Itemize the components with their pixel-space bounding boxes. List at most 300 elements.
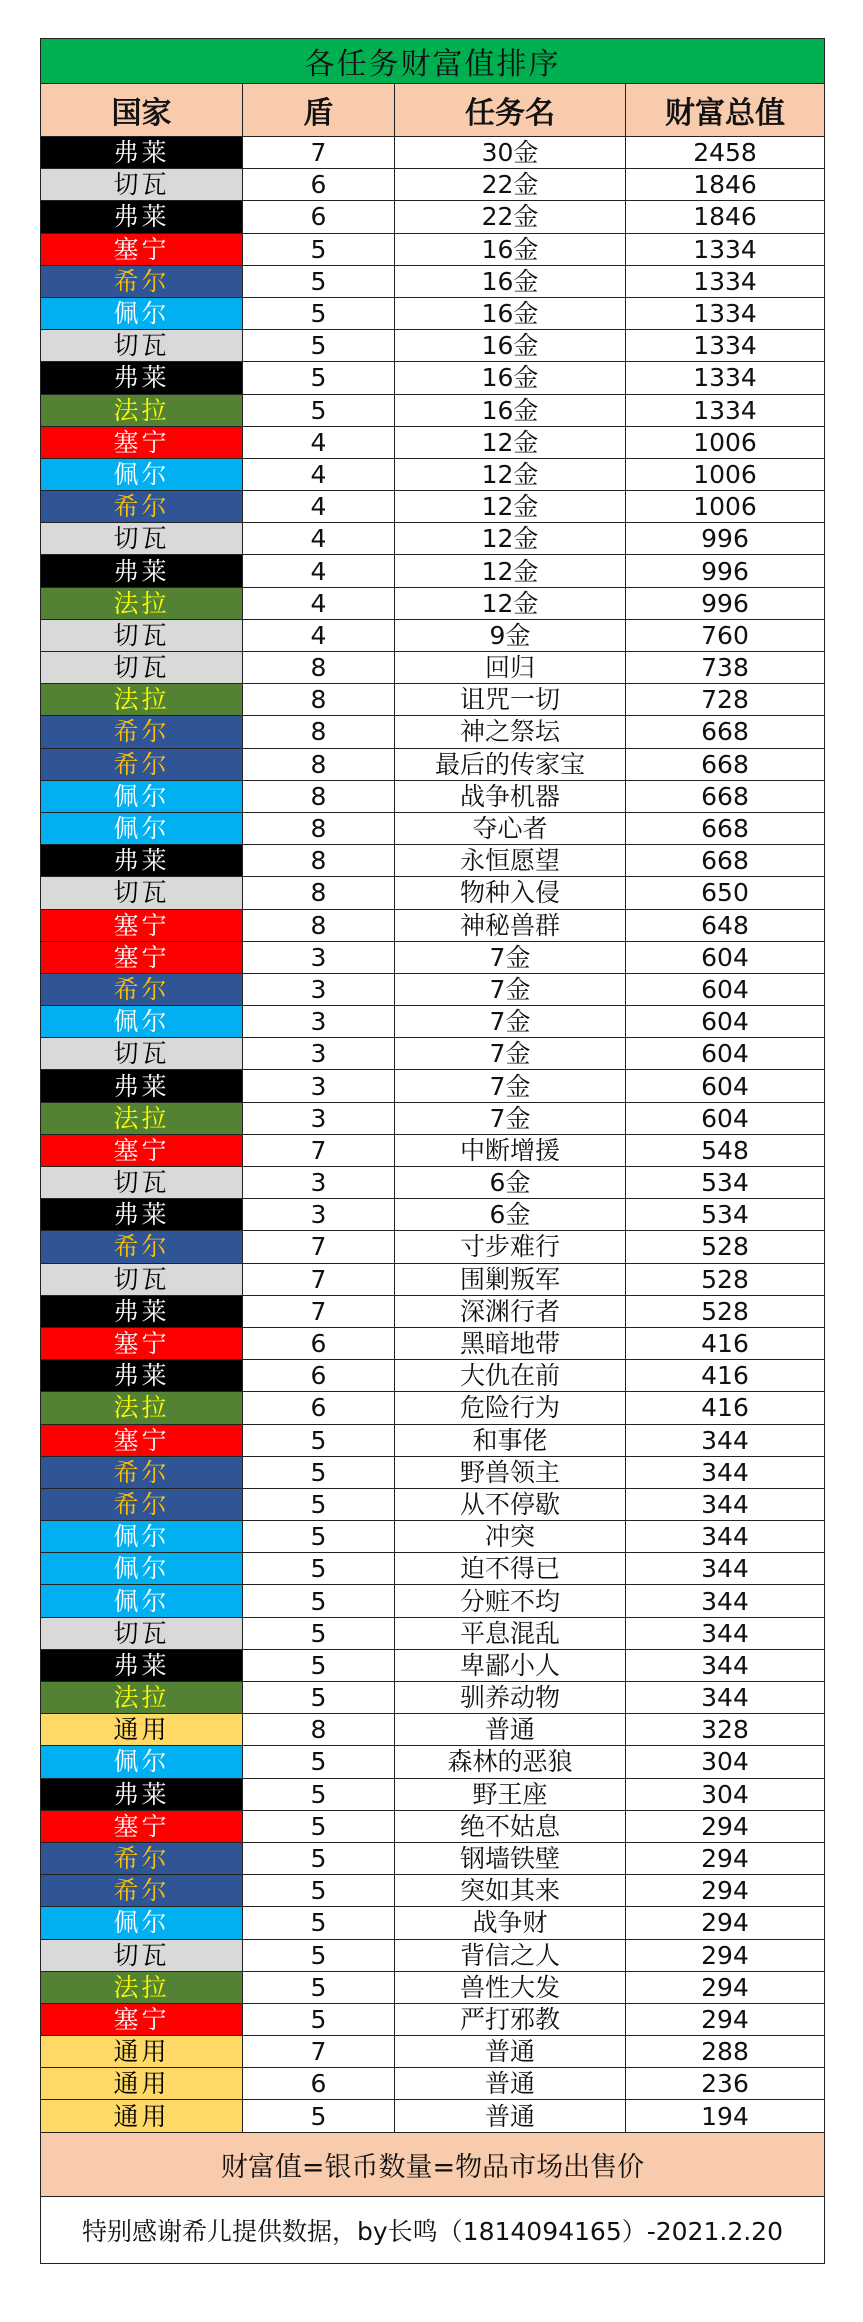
wealth-cell: 996 [626,523,825,555]
wealth-cell: 344 [626,1585,825,1617]
nation-cell: 希尔 [41,1875,243,1907]
nation-cell: 切瓦 [41,523,243,555]
shield-cell: 8 [243,877,395,909]
mission-cell: 绝不姑息 [395,1810,626,1842]
mission-cell: 16金 [395,394,626,426]
mission-cell: 夺心者 [395,812,626,844]
table-row [41,748,825,780]
mission-cell: 大仇在前 [395,1360,626,1392]
mission-cell: 围剿叛军 [395,1263,626,1295]
table-row [41,1971,825,2003]
mission-cell: 回归 [395,652,626,684]
wealth-cell: 1846 [626,201,825,233]
shield-cell: 5 [243,1521,395,1553]
nation-cell: 切瓦 [41,619,243,651]
table-row [41,780,825,812]
shield-cell: 4 [243,555,395,587]
shield-cell: 5 [243,297,395,329]
table-row [41,652,825,684]
mission-cell: 12金 [395,587,626,619]
nation-cell: 佩尔 [41,1585,243,1617]
shield-cell: 5 [243,330,395,362]
shield-cell: 5 [243,2100,395,2132]
nation-cell: 佩尔 [41,1553,243,1585]
nation-cell: 弗莱 [41,1778,243,1810]
shield-cell: 3 [243,1199,395,1231]
table-row [41,1424,825,1456]
table-row [41,812,825,844]
nation-cell: 塞宁 [41,233,243,265]
nation-cell: 法拉 [41,1682,243,1714]
table-row [41,1521,825,1553]
nation-cell: 塞宁 [41,1327,243,1359]
table-row [41,716,825,748]
shield-cell: 6 [243,1392,395,1424]
nation-cell: 法拉 [41,1971,243,2003]
nation-cell: 弗莱 [41,137,243,169]
nation-cell: 塞宁 [41,909,243,941]
nation-cell: 希尔 [41,1488,243,1520]
nation-cell: 佩尔 [41,1907,243,1939]
wealth-cell: 294 [626,1907,825,1939]
wealth-cell: 528 [626,1263,825,1295]
table-row [41,137,825,169]
nation-cell: 弗莱 [41,201,243,233]
shield-cell: 5 [243,1971,395,2003]
table-row [41,330,825,362]
table-row [41,1070,825,1102]
wealth-cell: 344 [626,1488,825,1520]
shield-cell: 5 [243,362,395,394]
mission-cell: 危险行为 [395,1392,626,1424]
shield-cell: 5 [243,1842,395,1874]
shield-cell: 7 [243,137,395,169]
wealth-cell: 604 [626,1070,825,1102]
table-row [41,169,825,201]
wealth-ranking-table [40,38,825,2264]
wealth-cell: 668 [626,716,825,748]
table-row [41,587,825,619]
shield-cell: 5 [243,233,395,265]
nation-cell: 切瓦 [41,1939,243,1971]
wealth-cell: 416 [626,1360,825,1392]
mission-cell: 7金 [395,973,626,1005]
shield-cell: 8 [243,780,395,812]
mission-cell: 22金 [395,169,626,201]
mission-cell: 16金 [395,265,626,297]
table-row [41,619,825,651]
mission-cell: 钢墙铁壁 [395,1842,626,1874]
nation-cell: 通用 [41,2100,243,2132]
mission-cell: 7金 [395,1038,626,1070]
nation-cell: 通用 [41,2036,243,2068]
table-row [41,1134,825,1166]
mission-cell: 12金 [395,491,626,523]
nation-cell: 佩尔 [41,297,243,329]
shield-cell: 6 [243,2068,395,2100]
table-row [41,1006,825,1038]
wealth-cell: 236 [626,2068,825,2100]
wealth-cell: 1334 [626,297,825,329]
shield-cell: 4 [243,587,395,619]
column-header-wealth: 财富总值 [626,84,825,137]
nation-cell: 切瓦 [41,1263,243,1295]
table-row [41,2068,825,2100]
column-header-shield: 盾 [243,84,395,137]
mission-cell: 突如其来 [395,1875,626,1907]
table-row [41,1360,825,1392]
wealth-cell: 294 [626,1971,825,2003]
wealth-cell: 1006 [626,426,825,458]
wealth-cell: 344 [626,1682,825,1714]
wealth-cell: 304 [626,1778,825,1810]
nation-cell: 塞宁 [41,426,243,458]
table-row [41,394,825,426]
wealth-cell: 996 [626,555,825,587]
table-row [41,523,825,555]
shield-cell: 5 [243,1875,395,1907]
nation-cell: 法拉 [41,394,243,426]
shield-cell: 6 [243,201,395,233]
nation-cell: 切瓦 [41,877,243,909]
table-row [41,1263,825,1295]
credit-line: 特别感谢希儿提供数据，by长鸣（1814094165）-2021.2.20 [41,2196,825,2263]
shield-cell: 8 [243,909,395,941]
nation-cell: 希尔 [41,491,243,523]
nation-cell: 佩尔 [41,812,243,844]
table-row [41,233,825,265]
nation-cell: 法拉 [41,1102,243,1134]
shield-cell: 5 [243,1456,395,1488]
wealth-cell: 604 [626,1102,825,1134]
wealth-cell: 344 [626,1424,825,1456]
mission-cell: 普通 [395,2068,626,2100]
nation-cell: 弗莱 [41,1295,243,1327]
wealth-cell: 344 [626,1521,825,1553]
mission-cell: 7金 [395,1070,626,1102]
mission-cell: 战争财 [395,1907,626,1939]
wealth-cell: 328 [626,1714,825,1746]
wealth-cell: 648 [626,909,825,941]
mission-cell: 诅咒一切 [395,684,626,716]
wealth-cell: 604 [626,1038,825,1070]
shield-cell: 5 [243,1907,395,1939]
wealth-cell: 528 [626,1295,825,1327]
nation-cell: 弗莱 [41,1360,243,1392]
shield-cell: 7 [243,2036,395,2068]
wealth-cell: 604 [626,1006,825,1038]
table-row [41,265,825,297]
shield-cell: 3 [243,1006,395,1038]
table-row [41,1167,825,1199]
nation-cell: 希尔 [41,716,243,748]
table-row [41,1746,825,1778]
table-row [41,201,825,233]
shield-cell: 7 [243,1134,395,1166]
table-row [41,941,825,973]
nation-cell: 希尔 [41,1842,243,1874]
mission-cell: 12金 [395,426,626,458]
shield-cell: 8 [243,652,395,684]
table-row [41,845,825,877]
shield-cell: 8 [243,845,395,877]
nation-cell: 切瓦 [41,652,243,684]
mission-cell: 普通 [395,2036,626,2068]
table-row [41,1810,825,1842]
wealth-cell: 416 [626,1392,825,1424]
nation-cell: 弗莱 [41,362,243,394]
nation-cell: 塞宁 [41,941,243,973]
nation-cell: 切瓦 [41,169,243,201]
nation-cell: 法拉 [41,684,243,716]
mission-cell: 16金 [395,233,626,265]
shield-cell: 6 [243,1327,395,1359]
table-row [41,1682,825,1714]
mission-cell: 深渊行者 [395,1295,626,1327]
mission-cell: 物种入侵 [395,877,626,909]
table-row [41,1392,825,1424]
table-body [41,137,825,2133]
shield-cell: 3 [243,973,395,1005]
wealth-cell: 294 [626,1810,825,1842]
nation-cell: 切瓦 [41,1617,243,1649]
table-row [41,426,825,458]
table-row [41,684,825,716]
shield-cell: 7 [243,1231,395,1263]
wealth-ranking-sheet [40,38,824,2264]
shield-cell: 4 [243,491,395,523]
shield-cell: 4 [243,619,395,651]
wealth-cell: 194 [626,2100,825,2132]
shield-cell: 5 [243,394,395,426]
wealth-cell: 534 [626,1167,825,1199]
wealth-cell: 294 [626,1875,825,1907]
nation-cell: 希尔 [41,265,243,297]
nation-cell: 佩尔 [41,780,243,812]
nation-cell: 弗莱 [41,1070,243,1102]
wealth-cell: 344 [626,1617,825,1649]
mission-cell: 普通 [395,1714,626,1746]
table-row [41,555,825,587]
table-row [41,1038,825,1070]
mission-cell: 22金 [395,201,626,233]
mission-cell: 16金 [395,362,626,394]
mission-cell: 森林的恶狼 [395,1746,626,1778]
wealth-definition-note: 财富值=银币数量=物品市场出售价 [41,2132,825,2196]
shield-cell: 8 [243,748,395,780]
nation-cell: 希尔 [41,1456,243,1488]
table-title: 各任务财富值排序 [41,39,825,84]
shield-cell: 5 [243,1649,395,1681]
shield-cell: 5 [243,1682,395,1714]
table-row [41,2003,825,2035]
mission-cell: 9金 [395,619,626,651]
table-row [41,1585,825,1617]
mission-cell: 和事佬 [395,1424,626,1456]
shield-cell: 3 [243,1167,395,1199]
shield-cell: 8 [243,1714,395,1746]
mission-cell: 16金 [395,330,626,362]
mission-cell: 中断增援 [395,1134,626,1166]
nation-cell: 希尔 [41,973,243,1005]
shield-cell: 5 [243,1746,395,1778]
table-row [41,909,825,941]
nation-cell: 塞宁 [41,1810,243,1842]
wealth-cell: 668 [626,748,825,780]
table-row [41,1231,825,1263]
mission-cell: 平息混乱 [395,1617,626,1649]
mission-cell: 7金 [395,941,626,973]
nation-cell: 法拉 [41,587,243,619]
table-row [41,1295,825,1327]
wealth-cell: 288 [626,2036,825,2068]
mission-cell: 12金 [395,523,626,555]
mission-cell: 分赃不均 [395,1585,626,1617]
shield-cell: 8 [243,716,395,748]
wealth-cell: 1846 [626,169,825,201]
table-row [41,1617,825,1649]
wealth-cell: 668 [626,845,825,877]
wealth-cell: 1334 [626,265,825,297]
shield-cell: 3 [243,941,395,973]
mission-cell: 兽性大发 [395,1971,626,2003]
shield-cell: 5 [243,1488,395,1520]
shield-cell: 7 [243,1295,395,1327]
table-row [41,1778,825,1810]
nation-cell: 佩尔 [41,1746,243,1778]
wealth-cell: 1334 [626,362,825,394]
table-row [41,1488,825,1520]
mission-cell: 6金 [395,1167,626,1199]
mission-cell: 7金 [395,1102,626,1134]
shield-cell: 5 [243,1424,395,1456]
mission-cell: 12金 [395,555,626,587]
wealth-cell: 1334 [626,233,825,265]
nation-cell: 希尔 [41,748,243,780]
shield-cell: 3 [243,1038,395,1070]
mission-cell: 严打邪教 [395,2003,626,2035]
shield-cell: 5 [243,2003,395,2035]
nation-cell: 塞宁 [41,1424,243,1456]
mission-cell: 黑暗地带 [395,1327,626,1359]
mission-cell: 7金 [395,1006,626,1038]
wealth-cell: 548 [626,1134,825,1166]
wealth-cell: 1334 [626,330,825,362]
table-row [41,1875,825,1907]
mission-cell: 寸步难行 [395,1231,626,1263]
table-row [41,1714,825,1746]
wealth-cell: 996 [626,587,825,619]
mission-cell: 背信之人 [395,1939,626,1971]
mission-cell: 永恒愿望 [395,845,626,877]
wealth-cell: 668 [626,812,825,844]
nation-cell: 塞宁 [41,2003,243,2035]
mission-cell: 迫不得已 [395,1553,626,1585]
mission-cell: 战争机器 [395,780,626,812]
nation-cell: 佩尔 [41,458,243,490]
mission-cell: 普通 [395,2100,626,2132]
wealth-cell: 416 [626,1327,825,1359]
shield-cell: 5 [243,1778,395,1810]
nation-cell: 切瓦 [41,330,243,362]
table-row [41,973,825,1005]
wealth-cell: 760 [626,619,825,651]
shield-cell: 4 [243,523,395,555]
table-row [41,491,825,523]
wealth-cell: 294 [626,1939,825,1971]
mission-cell: 神之祭坛 [395,716,626,748]
nation-cell: 切瓦 [41,1038,243,1070]
shield-cell: 5 [243,1585,395,1617]
table-row [41,297,825,329]
wealth-cell: 344 [626,1456,825,1488]
shield-cell: 5 [243,1810,395,1842]
wealth-cell: 534 [626,1199,825,1231]
shield-cell: 5 [243,1553,395,1585]
shield-cell: 5 [243,1617,395,1649]
table-row [41,1102,825,1134]
mission-cell: 驯养动物 [395,1682,626,1714]
wealth-cell: 728 [626,684,825,716]
wealth-cell: 344 [626,1553,825,1585]
wealth-cell: 344 [626,1649,825,1681]
nation-cell: 弗莱 [41,555,243,587]
nation-cell: 法拉 [41,1392,243,1424]
column-header-mission: 任务名 [395,84,626,137]
table-row [41,1553,825,1585]
table-row [41,1939,825,1971]
table-row [41,2036,825,2068]
wealth-cell: 604 [626,973,825,1005]
wealth-cell: 1006 [626,458,825,490]
table-row [41,1649,825,1681]
wealth-cell: 1334 [626,394,825,426]
column-header-nation: 国家 [41,84,243,137]
wealth-cell: 738 [626,652,825,684]
nation-cell: 希尔 [41,1231,243,1263]
mission-cell: 卑鄙小人 [395,1649,626,1681]
mission-cell: 神秘兽群 [395,909,626,941]
shield-cell: 6 [243,169,395,201]
wealth-cell: 650 [626,877,825,909]
wealth-cell: 294 [626,2003,825,2035]
wealth-cell: 1006 [626,491,825,523]
table-row [41,1327,825,1359]
mission-cell: 16金 [395,297,626,329]
wealth-cell: 294 [626,1842,825,1874]
nation-cell: 塞宁 [41,1134,243,1166]
table-row [41,1842,825,1874]
wealth-cell: 2458 [626,137,825,169]
shield-cell: 4 [243,426,395,458]
table-row [41,2100,825,2132]
table-row [41,458,825,490]
wealth-cell: 528 [626,1231,825,1263]
nation-cell: 佩尔 [41,1006,243,1038]
mission-cell: 从不停歇 [395,1488,626,1520]
wealth-cell: 604 [626,941,825,973]
shield-cell: 4 [243,458,395,490]
nation-cell: 切瓦 [41,1167,243,1199]
nation-cell: 弗莱 [41,1199,243,1231]
mission-cell: 最后的传家宝 [395,748,626,780]
mission-cell: 6金 [395,1199,626,1231]
nation-cell: 通用 [41,2068,243,2100]
mission-cell: 野兽领主 [395,1456,626,1488]
shield-cell: 5 [243,265,395,297]
table-row [41,362,825,394]
wealth-cell: 304 [626,1746,825,1778]
